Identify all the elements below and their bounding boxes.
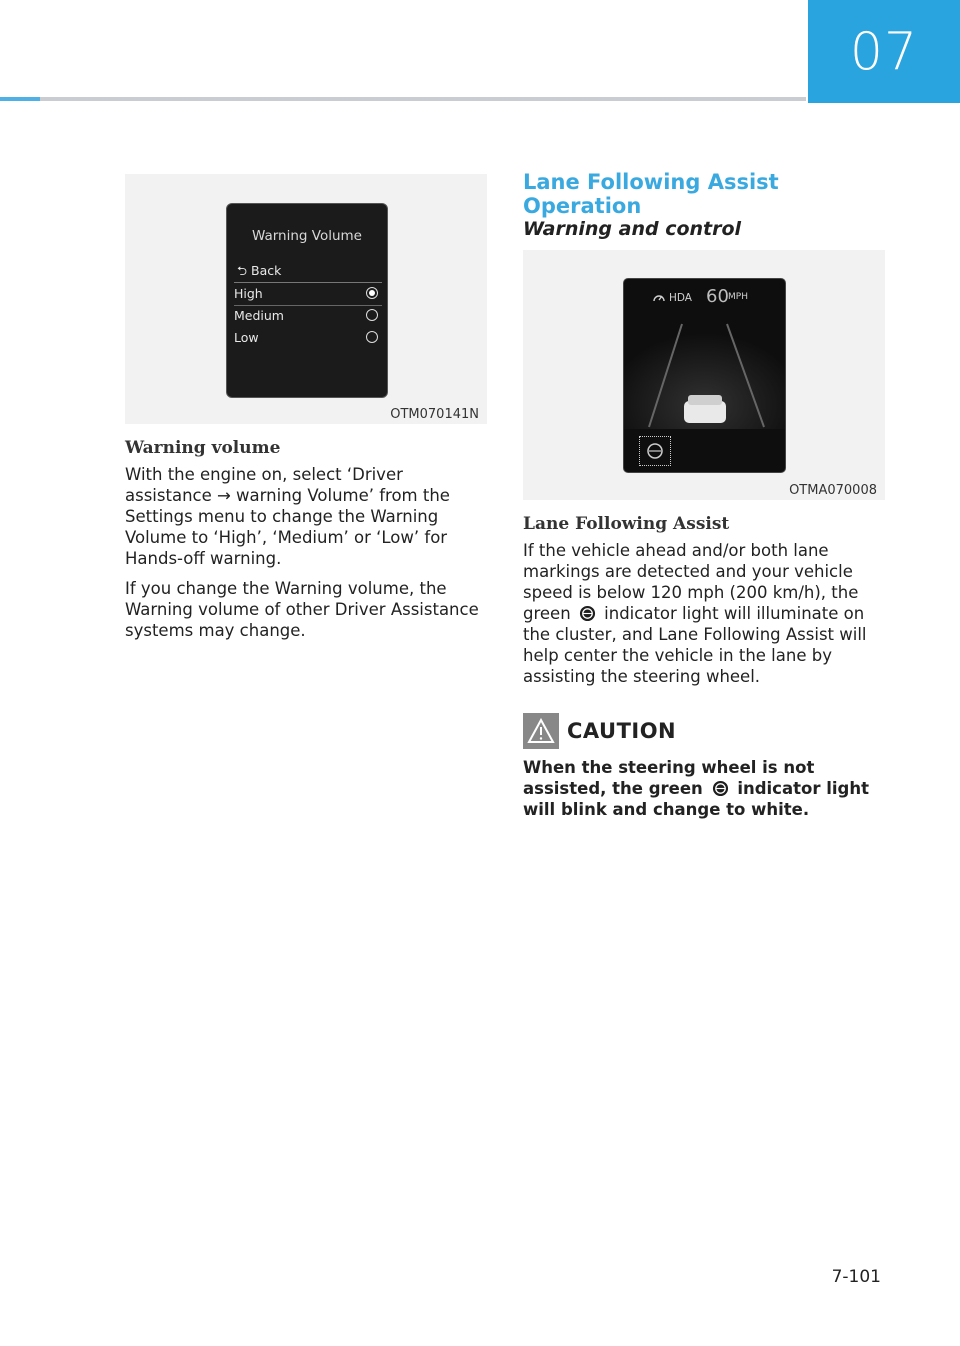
figure-code: OTM070141N bbox=[390, 407, 479, 422]
caution-block bbox=[523, 713, 888, 820]
section-subtitle: Warning and control bbox=[523, 218, 742, 240]
option-medium: Medium bbox=[234, 305, 382, 327]
warning-triangle-icon bbox=[523, 713, 559, 749]
caution-text: When the steering wheel is not assisted, the green indicator light will blink and change to white. bbox=[523, 758, 869, 819]
set-speed: 60 bbox=[706, 286, 729, 307]
lane-following-assist-icon bbox=[639, 436, 671, 466]
back-arrow-icon: ⮌ bbox=[237, 263, 248, 278]
radio-selected-icon bbox=[366, 287, 378, 299]
warning-volume-para1: With the engine on, select ‘Driver assistance → warning Volume’ from the Settings menu to change the Warning Volume to ‘High’, ‘Medium’ or ‘Low’ for Hands-off warning. bbox=[125, 465, 450, 568]
caution-title: CAUTION bbox=[567, 719, 677, 743]
lfa-indicator-icon bbox=[711, 780, 730, 797]
warning-volume-para2: If you change the Warning volume, the Warning volume of other Driver Assistance systems may change. bbox=[125, 579, 479, 640]
lfa-indicator-icon bbox=[578, 605, 597, 622]
warning-volume-screen bbox=[226, 203, 388, 398]
lfa-heading: Lane Following Assist bbox=[523, 514, 730, 534]
hda-label: HDA bbox=[669, 292, 692, 304]
section-title: Lane Following Assist Operation bbox=[523, 170, 779, 218]
page-number: 7-101 bbox=[831, 1267, 881, 1287]
option-high: High bbox=[234, 282, 382, 306]
right-column bbox=[523, 170, 888, 829]
option-low: Low bbox=[234, 327, 382, 349]
chapter-tab: 07 bbox=[808, 0, 960, 103]
screen-title: Warning Volume bbox=[251, 228, 362, 244]
warning-volume-heading: Warning volume bbox=[125, 438, 281, 458]
figure-code: OTMA070008 bbox=[789, 483, 877, 498]
road-lanes-graphic bbox=[624, 309, 785, 429]
warning-volume-figure bbox=[125, 174, 487, 424]
left-column bbox=[125, 174, 487, 650]
radio-empty-icon bbox=[366, 309, 378, 321]
speedometer-icon bbox=[652, 291, 666, 305]
back-label: Back bbox=[251, 263, 282, 278]
lfa-para: If the vehicle ahead and/or both lane markings are detected and your vehicle speed is below 120 mph (200 km/h), the green indicator light will illuminate on the cluster, and Lane Following Assist will help center the vehicle in the lane by assisting the steering wheel. bbox=[523, 541, 867, 686]
speed-unit: MPH bbox=[728, 292, 748, 302]
radio-empty-icon bbox=[366, 331, 378, 343]
cluster-screen bbox=[623, 278, 786, 473]
back-item bbox=[237, 262, 281, 283]
header-rule bbox=[0, 97, 806, 101]
lfa-cluster-figure bbox=[523, 250, 885, 500]
